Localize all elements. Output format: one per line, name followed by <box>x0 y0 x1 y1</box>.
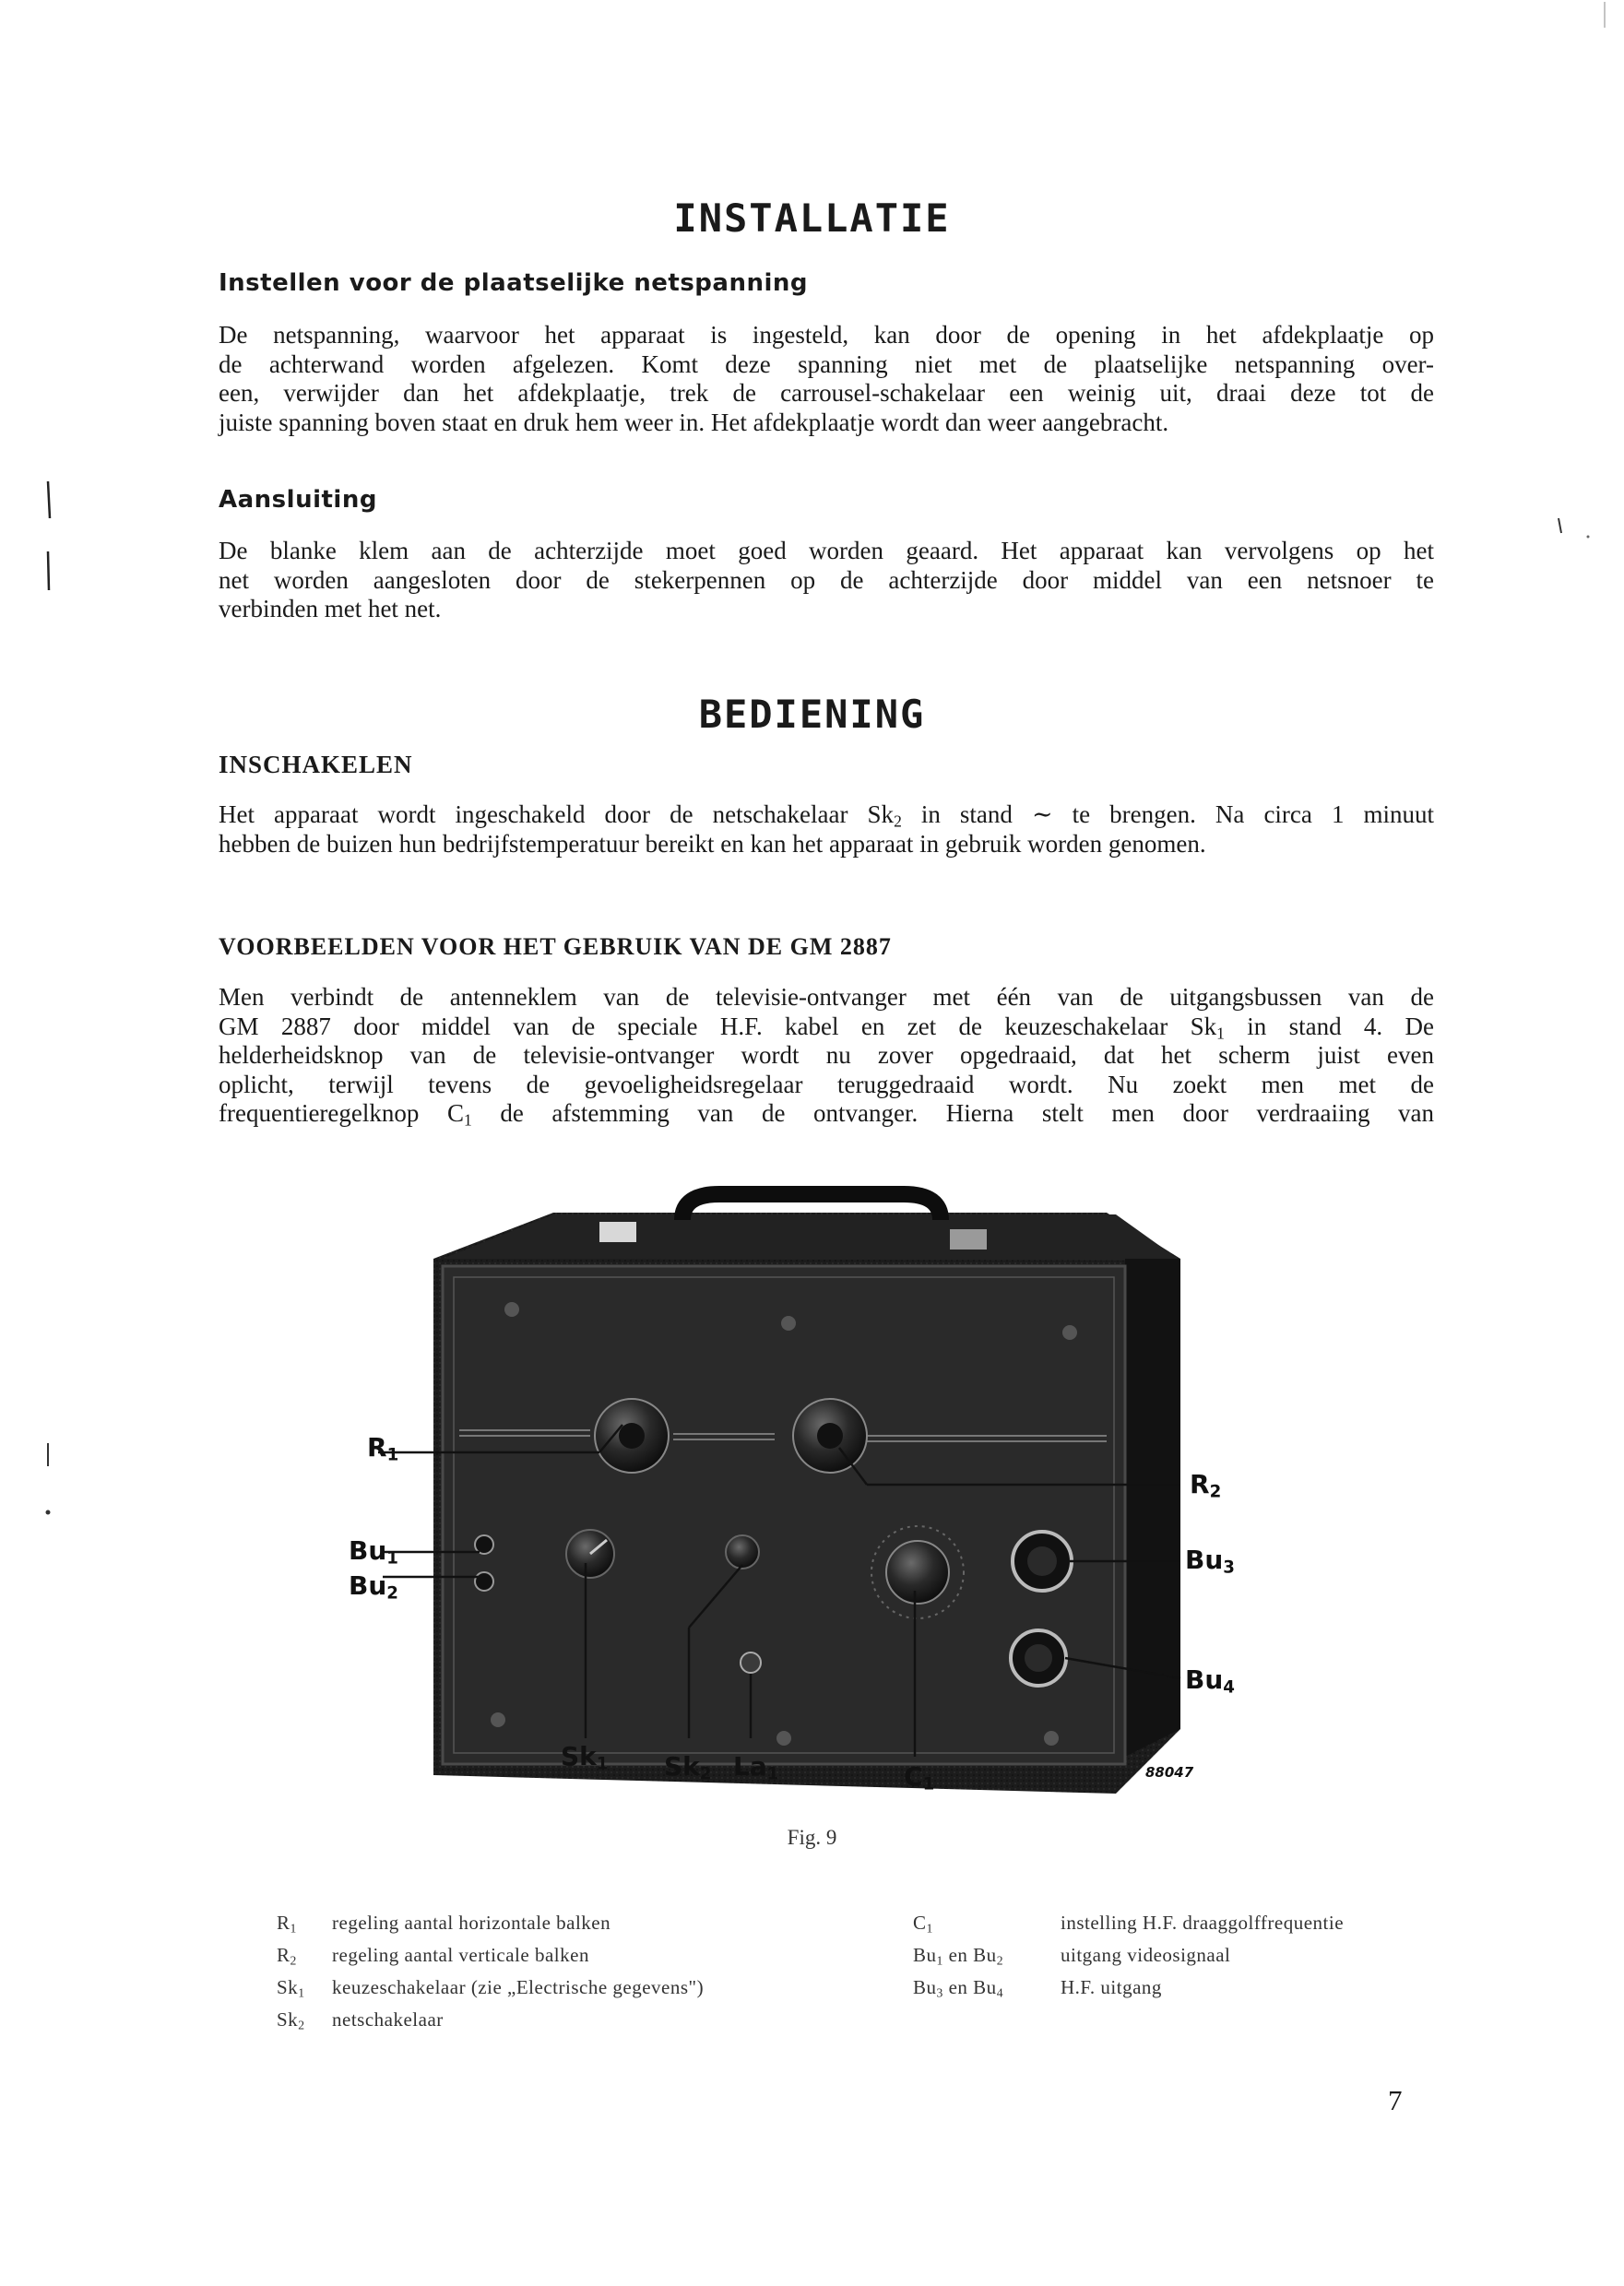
legend-letter: R <box>277 1944 290 1966</box>
legend-text: regeling aantal horizontale balken <box>332 1912 611 1934</box>
subscript: 1 <box>922 1774 935 1794</box>
callout-letter: Sk <box>664 1751 700 1782</box>
socket-core <box>1025 1644 1052 1672</box>
top-plate-right <box>950 1229 987 1250</box>
legend-letter: Bu <box>973 1944 997 1966</box>
pilot-lamp <box>741 1652 761 1673</box>
legend-row <box>913 1972 1344 2004</box>
subscript: 2 <box>290 1953 297 1968</box>
legend-row <box>277 1907 704 1939</box>
legend-text: netschakelaar <box>332 2008 444 2031</box>
subscript: 1 <box>936 1953 943 1968</box>
page-number: 7 <box>1388 2084 1403 2116</box>
screw-icon <box>491 1712 505 1727</box>
text-segment: GM 2887 door middel van de speciale H.F. kabel en zet de keuzeschakelaar Sk <box>219 1012 1217 1040</box>
text-line: juiste spanning boven staat en druk hem weer in. Het afdekplaatje wordt dan weer aangebracht. <box>219 408 1169 436</box>
subscript: 1 <box>386 1548 398 1569</box>
callout-letter: Bu <box>349 1535 387 1566</box>
knob-center <box>817 1423 843 1449</box>
figure-instrument <box>350 1185 1236 1812</box>
cabinet-side <box>1125 1259 1180 1757</box>
callout-la1 <box>733 1751 778 1782</box>
legend-row <box>277 1972 704 2004</box>
legend-join: en <box>942 1976 974 1998</box>
callout-r1 <box>367 1432 398 1463</box>
subscript: 1 <box>766 1764 779 1784</box>
callout-letter: C <box>904 1761 923 1792</box>
text-line: een, verwijder dan het afdekplaatje, trek de carrousel-schakelaar een weinig uit, draai deze tot de <box>219 379 1434 407</box>
callout-bu1 <box>349 1535 398 1569</box>
paragraph-voorbeelden <box>219 983 1434 1129</box>
legend-text: instelling H.F. draaggolffrequentie <box>1061 1912 1345 1934</box>
screw-icon <box>776 1731 791 1746</box>
subscript: 1 <box>290 1921 297 1936</box>
subscript: 4 <box>996 1985 1004 2000</box>
title-bediening: BEDIENING <box>698 692 926 737</box>
screw-icon <box>1062 1325 1077 1340</box>
callout-sk2 <box>664 1751 711 1782</box>
text-segment: Het apparaat wordt ingeschakeld door de netschakelaar Sk <box>219 800 895 828</box>
text-segment: in stand <box>901 800 1032 828</box>
text-line <box>219 800 1434 830</box>
figure-caption: Fig. 9 <box>787 1826 837 1849</box>
ac-symbol: ∼ <box>1031 800 1053 828</box>
text-line: Men verbindt de antenneklem van de televisie-ontvanger met één van de uitgangsbussen van de <box>219 983 1434 1011</box>
scan-mark <box>48 481 50 518</box>
legend-letter: C <box>913 1912 927 1934</box>
subscript: 1 <box>463 1110 472 1130</box>
legend-left <box>277 1907 704 2036</box>
callout-c1 <box>904 1761 934 1792</box>
subscript: 2 <box>996 1953 1004 1968</box>
text-line <box>219 1013 1434 1042</box>
legend-text: H.F. uitgang <box>1061 1976 1162 1998</box>
socket-bu2 <box>475 1572 493 1591</box>
callout-r2 <box>1190 1469 1222 1502</box>
text-line: hebben de buizen hun bedrijfstemperatuur bereikt en kan het apparaat in gebruik worden genomen. <box>219 829 1206 858</box>
legend-symbol <box>913 1939 1061 1972</box>
subscript: 1 <box>596 1754 609 1774</box>
screw-icon <box>1044 1731 1059 1746</box>
callout-letter: Bu <box>1185 1545 1224 1575</box>
text-line <box>219 1099 1434 1129</box>
text-line: De netspanning, waarvoor het apparaat is ingesteld, kan door de opening in het afdekplaatje op <box>219 321 1434 349</box>
instrument-photo <box>350 1185 1236 1812</box>
subscript: 2 <box>1209 1482 1222 1502</box>
top-plate-left <box>599 1222 636 1242</box>
legend-symbol <box>913 1907 1061 1939</box>
screw-icon <box>781 1316 796 1331</box>
legend-row <box>913 1907 1344 1939</box>
scan-mark <box>1559 518 1561 533</box>
subscript: 2 <box>298 2018 305 2032</box>
text-line: oplicht, terwijl tevens de gevoeligheidsregelaar teruggedraaid wordt. Nu zoekt men met de <box>219 1070 1434 1098</box>
scan-mark <box>48 551 49 590</box>
paragraph-inschakelen <box>219 800 1434 859</box>
subscript: 2 <box>386 1583 398 1604</box>
legend-symbol <box>277 1972 332 2004</box>
legend-row <box>277 1939 704 1972</box>
legend-right <box>913 1907 1344 2004</box>
subscript: 1 <box>1216 1023 1225 1042</box>
subscript: 1 <box>386 1445 399 1465</box>
legend-symbol <box>913 1972 1061 2004</box>
heading-aansluiting: Aansluiting <box>219 486 377 514</box>
paragraph-aansluiting <box>219 537 1434 624</box>
text-segment: in stand 4. De <box>1224 1012 1435 1040</box>
legend-join: en <box>942 1944 974 1966</box>
callout-letter: Bu <box>1185 1664 1224 1695</box>
legend-row <box>277 2004 704 2036</box>
paragraph-netspanning <box>219 321 1434 437</box>
heading-netspanning: Instellen voor de plaatselijke netspanning <box>219 269 809 297</box>
callout-letter: La <box>733 1751 767 1782</box>
scan-mark <box>46 1510 51 1515</box>
callout-bu4 <box>1185 1664 1235 1698</box>
figure-number: 88047 <box>1145 1764 1194 1781</box>
cabinet-top <box>443 1214 1180 1261</box>
subscript: 4 <box>1223 1677 1235 1698</box>
text-segment: te brengen. Na circa 1 minuut <box>1052 800 1434 828</box>
heading-voorbeelden: VOORBEELDEN VOOR HET GEBRUIK VAN DE GM 2887 <box>219 933 892 960</box>
text-line: verbinden met het net. <box>219 595 442 622</box>
callout-letter: R <box>1190 1469 1210 1499</box>
text-segment: de afstemming van de ontvanger. Hierna stelt men door verdraaiing van <box>471 1099 1435 1127</box>
legend-letter: R <box>277 1912 290 1934</box>
text-line: de achterwand worden afgelezen. Komt deze spanning niet met de plaatselijke netspanning over- <box>219 349 1434 378</box>
switch-sk2 <box>726 1535 759 1569</box>
subscript: 2 <box>699 1764 712 1784</box>
callout-letter: Bu <box>349 1570 387 1601</box>
scan-mark <box>1587 536 1590 539</box>
callout-letter: R <box>367 1432 387 1463</box>
legend-symbol <box>277 1907 332 1939</box>
knob-center <box>619 1423 645 1449</box>
legend-text: keuzeschakelaar (zie „Electrische gegevens") <box>332 1976 705 1998</box>
legend-row <box>913 1939 1344 1972</box>
front-panel <box>443 1266 1125 1764</box>
legend-text: uitgang videosignaal <box>1061 1944 1231 1966</box>
dial-c1 <box>886 1541 949 1604</box>
subscript: 3 <box>936 1985 943 2000</box>
title-installatie: INSTALLATIE <box>673 195 951 241</box>
callout-sk1 <box>561 1741 609 1774</box>
legend-text: regeling aantal verticale balken <box>332 1944 589 1966</box>
legend-letter: Bu <box>973 1976 997 1998</box>
subscript: 3 <box>1223 1558 1235 1578</box>
text-segment: frequentieregelknop C <box>219 1099 464 1127</box>
legend-letter: Bu <box>913 1976 937 1998</box>
socket-core <box>1027 1546 1057 1576</box>
heading-inschakelen: INSCHAKELEN <box>219 751 413 778</box>
subscript: 1 <box>926 1921 933 1936</box>
callout-letter: Sk <box>561 1741 597 1771</box>
text-line: net worden aangesloten door de stekerpennen op de achterzijde door middel van een netsnoer te <box>219 565 1434 594</box>
legend-letter: Bu <box>913 1944 937 1966</box>
subscript: 1 <box>298 1985 305 2000</box>
legend-letter: Sk <box>277 2008 299 2031</box>
callout-bu2 <box>349 1570 398 1604</box>
text-line: De blanke klem aan de achterzijde moet goed worden geaard. Het apparaat kan vervolgens op het <box>219 537 1434 564</box>
legend-symbol <box>277 2004 332 2036</box>
legend-letter: Sk <box>277 1976 299 1998</box>
legend-symbol <box>277 1939 332 1972</box>
screw-icon <box>504 1302 519 1317</box>
text-line: helderheidsknop van de televisie-ontvanger wordt nu zover opgedraaid, dat het scherm juist even <box>219 1041 1434 1069</box>
subscript: 2 <box>894 811 902 831</box>
callout-bu3 <box>1185 1545 1235 1578</box>
